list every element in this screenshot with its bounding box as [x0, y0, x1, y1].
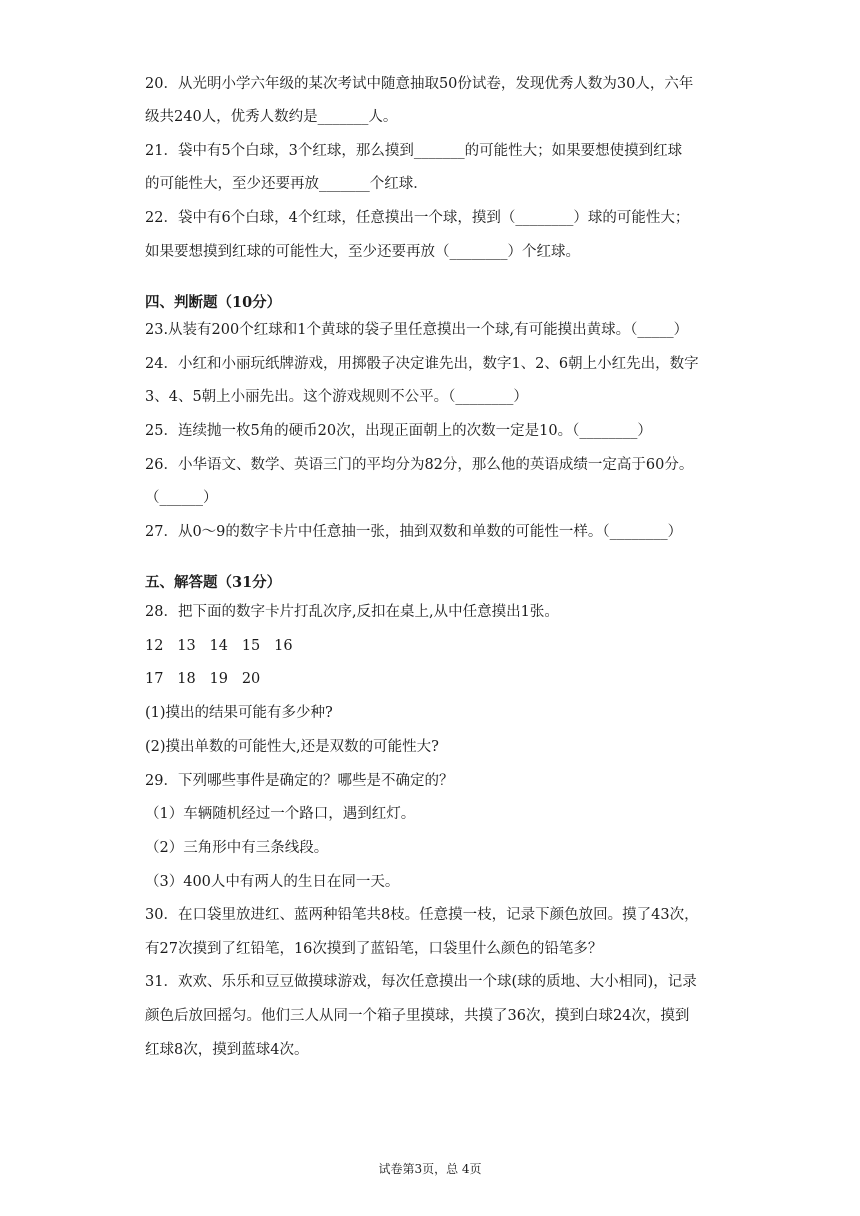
q28-cards-row2: 17 18 19 20: [145, 671, 261, 687]
q26-line1: 26．小华语文、数学、英语三门的平均分为82分，那么他的英语成绩一定高于60分。: [145, 457, 694, 473]
q25-line1: 25．连续抛一枚5角的硬币20次，出现正面朝上的次数一定是10。（________）: [145, 423, 652, 439]
q21-line1: 21．袋中有5个白球，3个红球，那么摸到_______的可能性大；如果要想使摸到红球: [145, 143, 683, 159]
q21-line2: 的可能性大，至少还要再放_______个红球．: [145, 176, 428, 192]
q31-line3: 红球8次，摸到蓝球4次。: [145, 1042, 309, 1058]
q27-line1: 27．从0～9的数字卡片中任意抽一张，抽到双数和单数的可能性一样。（________）: [145, 524, 683, 540]
q29-sub2: （2）三角形中有三条线段。: [145, 840, 329, 856]
q28-line1: 28．把下面的数字卡片打乱次序,反扣在桌上,从中任意摸出1张。: [145, 604, 559, 620]
q22-line1: 22．袋中有6个白球，4个红球，任意摸出一个球，摸到（________）球的可能性大；: [145, 210, 690, 226]
q31-line2: 颜色后放回摇匀。他们三人从同一个箱子里摸球，共摸了36次，摸到白球24次，摸到: [145, 1008, 690, 1024]
page-footer: 试卷第3页，总 4页: [378, 1162, 482, 1176]
q24-line1: 24．小红和小丽玩纸牌游戏，用掷骰子决定谁先出，数字1、2、6朝上小红先出，数字: [145, 356, 699, 372]
q24-line2: 3、4、5朝上小丽先出。这个游戏规则不公平。（________）: [145, 389, 528, 405]
section-heading-judgment: 四、判断题（10分）: [145, 294, 282, 311]
q30-line1: 30．在口袋里放进红、蓝两种铅笔共8枝。任意摸一枝，记录下颜色放回。摸了43次，: [145, 907, 699, 923]
q26-line2: （______）: [145, 490, 218, 506]
q28-cards-row1: 12 13 14 15 16: [145, 638, 293, 654]
q29-sub3: （3）400人中有两人的生日在同一天。: [145, 874, 400, 890]
q29-sub1: （1）车辆随机经过一个路口，遇到红灯。: [145, 806, 416, 822]
q22-line2: 如果要想摸到红球的可能性大，至少还要再放（________）个红球。: [145, 244, 580, 260]
q28-sub2: (2)摸出单数的可能性大,还是双数的可能性大?: [145, 739, 439, 755]
q29-line1: 29．下列哪些事件是确定的？哪些是不确定的？: [145, 773, 454, 789]
q20-line1: 20．从光明小学六年级的某次考试中随意抽取50份试卷，发现优秀人数为30人，六年: [145, 76, 694, 92]
q23-line1: 23.从装有200个红球和1个黄球的袋子里任意摸出一个球,有可能摸出黄球。（_____）: [145, 322, 689, 338]
q28-sub1: (1)摸出的结果可能有多少种?: [145, 705, 333, 721]
q30-line2: 有27次摸到了红铅笔，16次摸到了蓝铅笔，口袋里什么颜色的铅笔多？: [145, 941, 603, 957]
q20-line2: 级共240人，优秀人数约是_______人。: [145, 109, 398, 125]
q31-line1: 31．欢欢、乐乐和豆豆做摸球游戏，每次任意摸出一个球(球的质地、大小相同)，记录: [145, 974, 697, 990]
section-heading-answers: 五、解答题（31分）: [145, 574, 282, 591]
